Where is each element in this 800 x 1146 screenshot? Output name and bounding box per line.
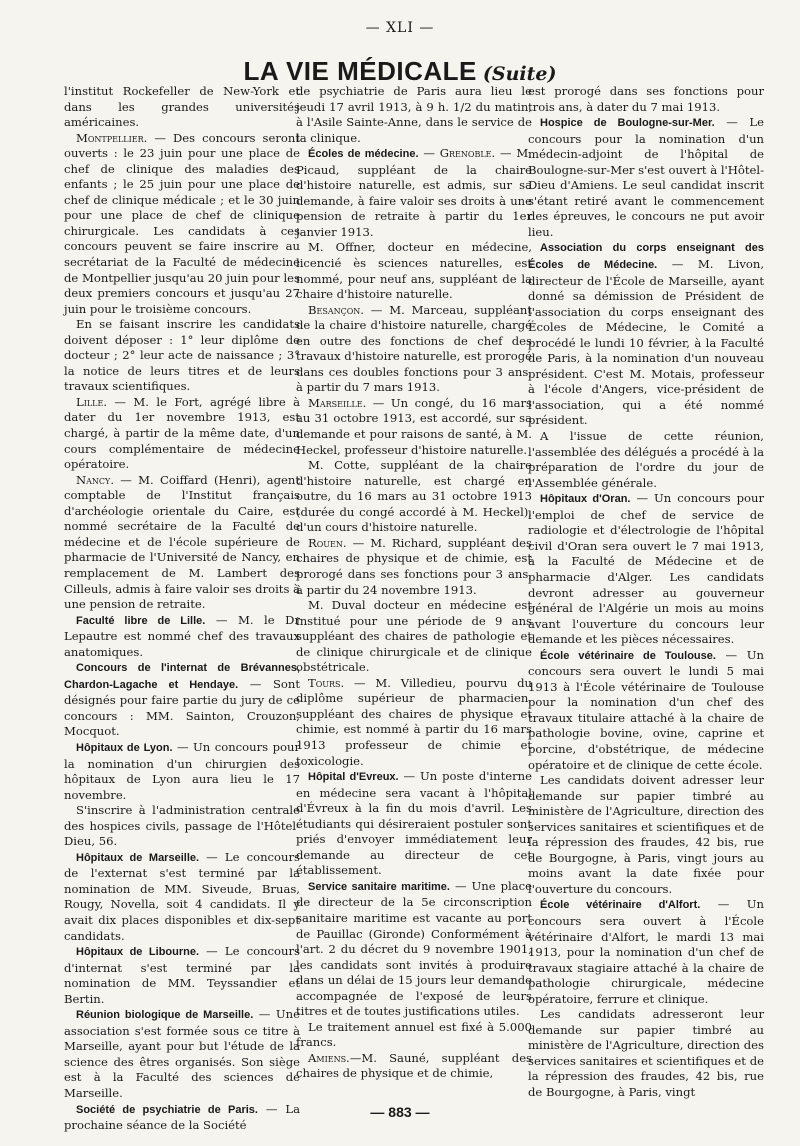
text: l'institut Rockefeller de New-York et dans les grandes universités américaines. (64, 84, 300, 130)
text: M. Cotte, suppléant de la chaire d'histoire naturelle, est chargé en outre, du 16 mars au 31 octobre 1913 (durée du congé accordé à M. Heckel), d'un cours d'histoire naturelle. (296, 458, 532, 535)
text: — M. le Fort, agrégé libre à dater du 1er novembre 1913, est chargé, à partir de la même date, d'un cours complémentaire de médecine opératoire. (64, 394, 300, 472)
city-name: Lille. (76, 394, 108, 409)
text: — M. le Dr Lepautre est nommé chef des travaux anatomiques. (64, 612, 300, 659)
paragraph-toulouse (528, 648, 764, 773)
section-subtitle: (Suite) (482, 63, 557, 85)
paragraph (64, 84, 300, 131)
item-heading: Faculté libre de Lille. (76, 614, 206, 627)
text: — Un concours sera ouvert à l'École vétérinaire d'Alfort, le mardi 13 mai 1913, pour la nomination d'un chef de travaux stagiaire attaché à la chaire de pathologie chirurgicale, médecine opératoire, ferrure et clinique. (528, 897, 764, 1006)
item-heading: Écoles de médecine. (308, 148, 419, 161)
paragraph-nancy (64, 473, 300, 613)
paragraph (296, 84, 532, 146)
city-name: Rouen. (308, 535, 347, 550)
text: — Un poste d'interne en médecine sera vacant à l'hôpital d'Évreux à la fin du mois d'avril. Les étudiants qui désireraient postuler sont priés d'envoyer immédiatement leur demande au directeur de cet établissement. (296, 769, 532, 878)
item-heading: Société de psychiatrie de Paris. (76, 1103, 258, 1116)
paragraph-concours (64, 660, 300, 740)
paragraph (528, 773, 764, 897)
text: — M. Picaud, suppléant de la chaire d'histoire naturelle, est admis, sur sa demande, à faire valoir ses droits à une pension de retraite à partir du 1er janvier 1913. (296, 146, 532, 239)
paragraph-faculte-lille (64, 613, 300, 661)
paragraph (296, 1020, 532, 1051)
item-heading: Hôpitaux de Lyon. (76, 741, 173, 754)
text: M. Duval docteur en médecine est institué pour une période de 9 ans suppléant des chaires de pathologie et de clinique chirurgicale et de clinique obstétricale. (296, 598, 532, 675)
item-heading: Concours de l'internat de Brévannes, Chardon-Lagache et Hendaye. (64, 662, 300, 691)
text: — Un congé, du 16 mars au 31 octobre 1913, est accordé, sur sa demande et pour raisons de santé, à M. Heckel, professeur d'histoire naturelle. (296, 395, 532, 457)
paragraph (64, 317, 300, 395)
text: — Un concours pour la nomination d'un chirurgien des hôpitaux de Lyon aura lieu le 17 novembre. (64, 739, 300, 802)
paragraph-alfort (528, 897, 764, 1007)
city-name: — Grenoble. (418, 146, 496, 161)
item-heading: Hôpitaux de Marseille. (76, 851, 200, 864)
text: Les candidats adresseront leur demande sur papier timbré au ministère de l'Agriculture, direction des services sanitaires et scientifiques et de la répression des fraudes, 42 bis, rue de Bourgogne, à Paris, vingt (528, 1007, 764, 1099)
paragraph (528, 1007, 764, 1100)
paragraph (296, 458, 532, 536)
text: A l'issue de cette réunion, l'assemblée des délégués a procédé à la préparation de l'ordre du jour de l'Assemblée générale. (528, 429, 764, 490)
item-heading: Hôpitaux de Libourne. (76, 946, 200, 959)
page-number: — 883 — (370, 1104, 430, 1120)
paragraph-libourne (64, 944, 300, 1007)
item-heading: Hospice de Boulogne-sur-Mer. (540, 117, 715, 130)
text: En se faisant inscrire les candidats doivent déposer : 1° leur diplôme de docteur ; 2° leur acte de naissance ; 3° la notice de leurs titres et de leurs travaux scientifiques. (64, 317, 300, 394)
paragraph-marseille (64, 850, 300, 944)
text: — M. Villedieu, pourvu du diplôme supérieur de pharmacien, suppléant des chaires de physique et chimie, est nommé à partir du 16 mars 1913 professeur de chimie et toxicologie. (296, 675, 532, 768)
paragraph-lyon (64, 740, 300, 803)
text: S'inscrire à l'administration centrale des hospices civils, passage de l'Hôtel-Dieu, 56. (64, 803, 300, 849)
text: M. Offner, docteur en médecine, licencié ès sciences naturelles, est nommé, pour neuf ans, suppléant de la chaire d'histoire naturelle. (296, 240, 532, 302)
item-heading: École vétérinaire d'Alfort. (540, 899, 701, 912)
city-name: Montpellier. (76, 130, 148, 145)
text: — M. Livon, directeur de l'École de Marseille, ayant donné sa démission de Président de l'association du corps enseignant des Écoles de Médecine, le Comité a procédé le lundi 10 février, à la Faculté de Paris, à la nomination d'un nouveau président. C'est M. Motais, professeur à l'école d'Angers, vice-président de l'association, qui a été nommé président. (528, 257, 765, 428)
text: — M. Coiffard (Henri), agent comptable de l'Institut français d'archéologie orientale du Caire, est nommé secrétaire de la Faculté de médecine et de l'école supérieure de pharmacie de l'Université de Nancy, en remplacement de M. Lambert des Cilleuls, admis à faire valoir ses droits à une pension de retraite. (64, 472, 301, 612)
city-name: Besançon. (308, 302, 364, 317)
paragraph-reunion (64, 1007, 300, 1101)
paragraph (296, 240, 532, 302)
paragraph-boulogne (528, 115, 764, 240)
text: Le traitement annuel est fixé à 5.000 francs. (296, 1019, 532, 1050)
section-title: LA VIE MÉDICALE (243, 56, 477, 86)
text: —M. Sauné, suppléant des chaires de physique et de chimie, (296, 1050, 532, 1081)
text: — La prochaine séance de la Société (64, 1101, 301, 1133)
text: est prorogé dans ses fonctions pour trois ans, à dater du 7 mai 1913. (528, 84, 764, 114)
text: — Un concours pour l'emploi de chef de service de radiologie et d'électrologie de l'hôpital civil d'Oran sera ouvert le 7 mai 1913, à la Faculté de Médecine et de pharmacie d'Alger. Les candidats devront adresser au gouverneur général de l'Algérie un mois au moins avant l'ouverture du concours leur demande et les pièces nécessaires. (528, 491, 764, 647)
item-heading: Association du corps enseignant des Écoles de Médecine. (528, 242, 764, 272)
paragraph-evreux (296, 769, 532, 879)
text: — Sont désignés pour faire partie du jury de ce concours : MM. Sainton, Crouzon, Mocquot. (64, 676, 300, 739)
text: — Une association s'est formée sous ce titre à Marseille, ayant pour but l'étude de la science des êtres organisés. Son siège est à la Faculté des sciences de Marseille. (64, 1007, 300, 1100)
paragraph-besancon (296, 303, 532, 396)
paragraph (64, 803, 300, 850)
item-heading: Hôpital d'Evreux. (308, 771, 399, 784)
text: — M. Richard, suppléant des chaires de physique et de chimie, est prorogé dans ses fonctions pour 3 ans, à partir du 24 novembre 1913. (296, 535, 532, 597)
column-3 (528, 84, 765, 1099)
text: — Le concours pour la nomination d'un médecin-adjoint de l'hôpital de Boulogne-sur-Mer s'est ouvert à l'Hôtel-Dieu d'Amiens. Le seul candidat inscrit s'étant retiré avant le commencement des épreuves, le concours ne put avoir lieu. (528, 115, 764, 239)
text: — M. Marceau, suppléant de la chaire d'histoire naturelle, chargé en outre des fonctions de chef des travaux d'histoire naturelle, est prorogé dans ces doubles fonctions pour 3 ans, à partir du 7 mars 1913. (296, 302, 532, 395)
column-2 (296, 84, 532, 1084)
paragraph-marseille (296, 396, 532, 458)
city-name: Tours. (308, 675, 345, 690)
paragraph-oran (528, 491, 764, 647)
paragraph-amiens (296, 1051, 532, 1082)
section-header (0, 56, 800, 87)
column-1 (64, 84, 301, 1133)
item-heading: Réunion biologique de Marseille. (76, 1009, 254, 1022)
paragraph (528, 84, 764, 115)
paragraph (296, 598, 532, 676)
paragraph-association (528, 240, 764, 429)
paragraph-sanitaire (296, 879, 532, 1020)
text: — Un concours sera ouvert le lundi 5 mai 1913 à l'École vétérinaire de Toulouse pour la nomination d'un chef des travaux titulaire attaché à la chaire de pathologie bovine, ovine, caprine et porcine, d'obstétrique, de médecine opératoire et de clinique de cette école. (528, 647, 765, 772)
item-heading: Hôpitaux d'Oran. (540, 493, 631, 506)
paragraph-lille (64, 395, 300, 473)
text: — Le concours d'internat s'est terminé par la nomination de MM. Teyssandier et Bertin. (64, 944, 300, 1006)
text: Les candidats doivent adresser leur demande sur papier timbré au ministère de l'Agriculture, direction des services sanitaires et scientifiques et de la répression des fraudes, 42 bis, rue de Bourgogne, à Paris, vingt jours au moins avant la date fixée pour l'ouverture du concours. (528, 773, 764, 896)
city-name: Nancy. (76, 472, 115, 487)
item-heading: École vétérinaire de Toulouse. (540, 649, 716, 662)
text: — Des concours seront ouverts : le 23 juin pour une place de chef de clinique des maladies des enfants ; le 25 juin pour une place de chef de clinique médicale ; et le 30 juin pour une place de chef de clinique chirurgicale. Les candidats à ces concours peuvent se faire inscrire au secrétariat de la Faculté de médecine de Montpellier jusqu'au 20 juin pour les deux premiers concours et jusqu'au 27 juin pour le troisième concours. (64, 130, 300, 316)
paragraph (528, 429, 764, 491)
text: de psychiatrie de Paris aura lieu le jeudi 17 avril 1913, à 9 h. 1/2 du matin, à l'Asile Sainte-Anne, dans le service de la clinique. (296, 84, 532, 145)
paragraph-montpellier (64, 131, 300, 318)
text: — Le concours de l'externat s'est terminé par la nomination de MM. Siveude, Bruas, Rougy, Novella, soit 4 candidats. Il y avait dix places disponibles et dix-sept candidats. (64, 849, 300, 943)
paragraph-rouen (296, 536, 532, 598)
city-name: Marseille. (308, 395, 367, 410)
item-heading: Service sanitaire maritime. (308, 880, 450, 893)
city-name: Amiens. (308, 1050, 350, 1065)
paragraph-tours (296, 676, 532, 769)
paragraph-grenoble (296, 146, 532, 240)
text: — Une place de directeur de la 5e circonscription sanitaire maritime est vacante au port de Pauillac (Gironde) Conformément à l'art. 2 du décret du 9 novembre 1901, les candidats sont invités à produire dans un délai de 15 jours leur demande accompagnée de l'exposé de leurs titres et de toutes justifications utiles. (296, 878, 532, 1019)
roman-page-marker: — XLI — (365, 20, 435, 36)
